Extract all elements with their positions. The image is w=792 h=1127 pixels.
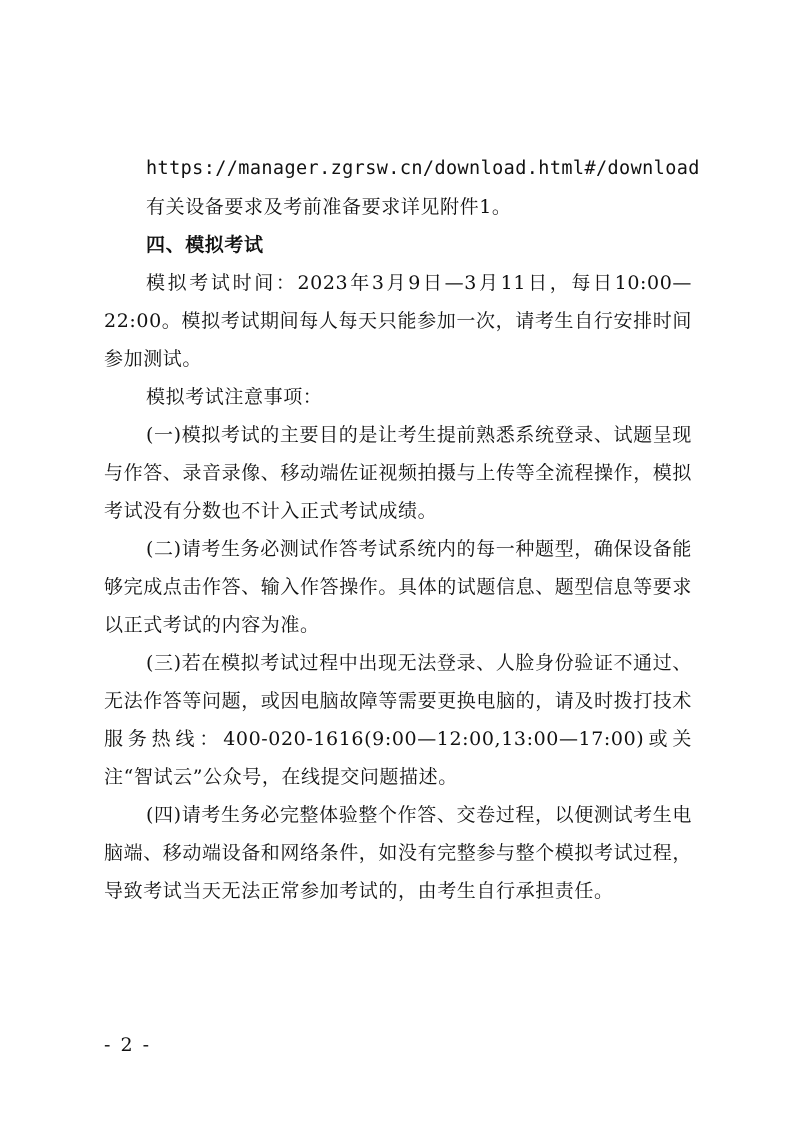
- note-item-3: (三)若在模拟考试过程中出现无法登录、人脸身份验证不通过、无法作答等问题，或因电脑故障等需要更换电脑的，请及时拨打技术服务热线：400-020-1616(9:00—12:00,13:00—17:00)或关注“智试云”公众号，在线提交问题描述。: [104, 652, 693, 788]
- equipment-note: 有关设备要求及考前准备要求详见附件1。: [146, 196, 512, 218]
- mock-exam-time: 模拟考试时间：2023年3月9日—3月11日，每日10:00—22:00。模拟考试期间每人每天只能参加一次，请考生自行安排时间参加测试。: [104, 272, 692, 370]
- note-item-4: (四)请考生务必完整体验整个作答、交卷过程，以便测试考生电脑端、移动端设备和网络条件，如没有完整参与整个模拟考试过程，导致考试当天无法正常参加考试的，由考生自行承担责任。: [104, 804, 693, 902]
- page-number: - 2 -: [104, 1034, 152, 1056]
- note-item-1: (一)模拟考试的主要目的是让考生提前熟悉系统登录、试题呈现与作答、录音录像、移动端佐证视频拍摄与上传等全流程操作，模拟考试没有分数也不计入正式考试成绩。: [104, 424, 693, 522]
- notes-heading: 模拟考试注意事项：: [146, 386, 323, 408]
- section-heading: 四、模拟考试: [146, 234, 264, 256]
- download-url: https://manager.zgrsw.cn/download.html#/download: [146, 158, 700, 179]
- document-body: [104, 150, 700, 910]
- note-item-2: (二)请考生务必测试作答考试系统内的每一种题型，确保设备能够完成点击作答、输入作答操作。具体的试题信息、题型信息等要求以正式考试的内容为准。: [104, 538, 693, 636]
